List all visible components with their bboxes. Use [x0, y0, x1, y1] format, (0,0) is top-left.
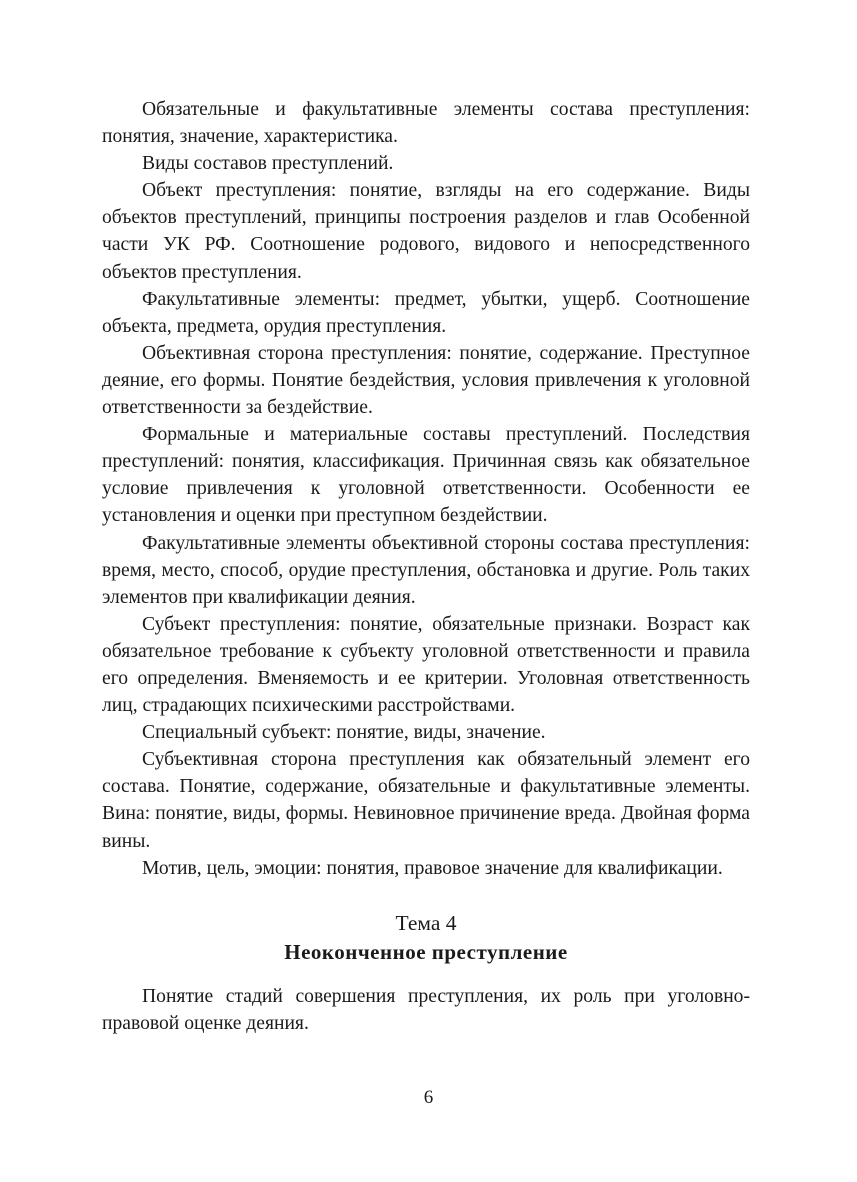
paragraph: Виды составов преступлений.: [142, 153, 394, 175]
paragraph: Понятие стадий совершения преступления, их роль при уголовно-правовой оценке деяния.: [102, 985, 750, 1034]
paragraph: Субъективная сторона преступления как обязательный элемент его состава. Понятие, содержание, обязательные и факультативные элементы. Вина: понятие, виды, формы. Невиновное причинение вреда. Двойная форма вины.: [102, 749, 750, 852]
paragraph: Факультативные элементы: предмет, убытки, ущерб. Соотношение объекта, предмета, орудия преступления.: [102, 288, 750, 337]
page-number: 6: [423, 1087, 434, 1108]
paragraph: Мотив, цель, эмоции: понятия, правовое значение для квалификации.: [142, 857, 723, 879]
paragraph: Субъект преступления: понятие, обязательные признаки. Возраст как обязательное требование к субъекту уголовной ответственности и правила его определения. Вменяемость и ее критерии. Уголовная ответственность лиц, страдающих психическими расстройствами.: [102, 613, 750, 717]
topic-title: Неоконченное преступление: [284, 939, 568, 964]
paragraph: Факультативные элементы объективной стороны состава преступления: время, место, способ, орудие преступления, обстановка и другие. Роль таких элементов при квалификации деяния.: [102, 532, 750, 608]
paragraph: Специальный субъект: понятие, виды, значение.: [142, 722, 546, 744]
paragraph: Объективная сторона преступления: понятие, содержание. Преступное деяние, его формы. Понятие бездействия, условия привлечения к уголовной ответственности за бездействие.: [102, 342, 750, 419]
paragraph: Формальные и материальные составы преступлений. Последствия преступлений: понятия, классификация. Причинная связь как обязательное условие привлечения к уголовной ответственности. Особенности ее установления и оценки при преступном бездействии.: [102, 424, 750, 527]
paragraph: Объект преступления: понятие, взгляды на его содержание. Виды объектов преступлений, принципы построения разделов и глав Особенной части УК РФ. Соотношение родового, видового и непосредственного объектов преступления.: [102, 180, 750, 283]
page-body: [102, 96, 750, 1037]
topic-number: Тема 4: [395, 910, 457, 935]
paragraph: Обязательные и факультативные элементы состава преступления: понятия, значение, характеристика.: [102, 99, 750, 148]
